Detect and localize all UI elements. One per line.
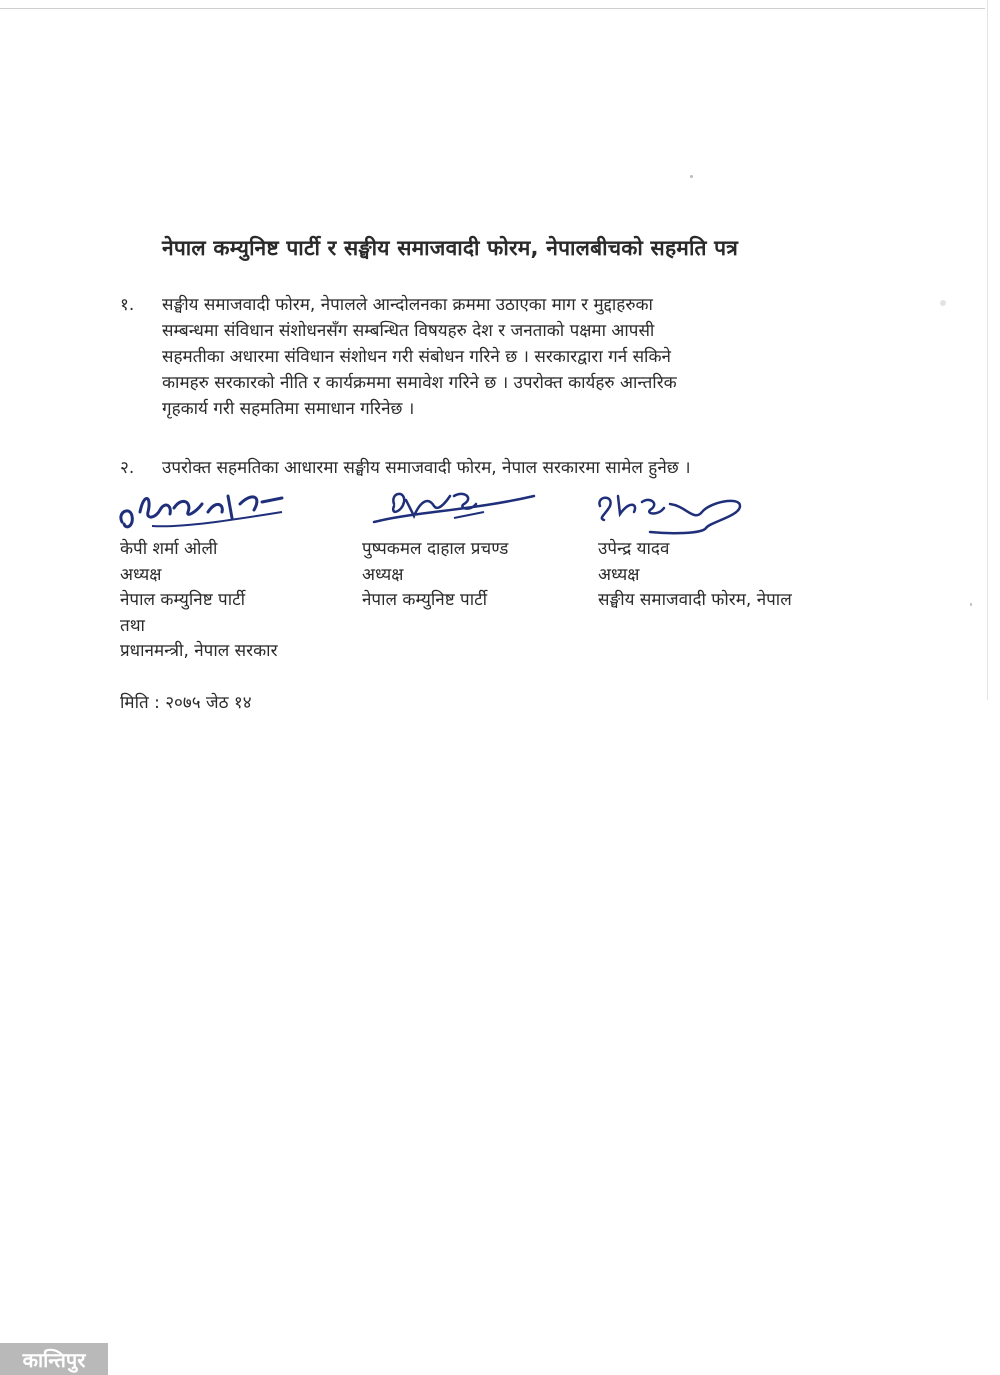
clause-number: १. [120, 295, 135, 315]
page-right-border [987, 0, 988, 700]
signatory-role: अध्यक्ष [362, 564, 404, 585]
signatory-extra: प्रधानमन्त्री, नेपाल सरकार [120, 641, 278, 661]
signatory-org: नेपाल कम्युनिष्ट पार्टी [120, 590, 246, 610]
clause-line: कामहरु सरकारको नीति र कार्यक्रममा समावेश गरिने छ । उपरोक्त कार्यहरु आन्तरिक [162, 373, 677, 393]
signatory-name: पुष्पकमल दाहाल प्रचण्ड [362, 539, 509, 559]
scan-speck [690, 175, 693, 178]
signature-3-image [590, 482, 770, 538]
signatory-role: अध्यक्ष [120, 564, 162, 585]
clause-line: उपरोक्त सहमतिका आधारमा सङ्घीय समाजवादी फोरम, नेपाल सरकारमा सामेल हुनेछ । [162, 458, 691, 478]
scan-speck [940, 300, 946, 306]
signatory-org: सङ्घीय समाजवादी फोरम, नेपाल [598, 590, 792, 610]
signatory-3 [598, 482, 792, 614]
signatory-name: उपेन्द्र यादव [598, 539, 670, 559]
clause-number: २. [120, 458, 135, 478]
clause-1 [120, 292, 870, 422]
signatory-2 [362, 482, 508, 614]
document-title: नेपाल कम्युनिष्ट पार्टी र सङ्घीय समाजवादी फोरम, नेपालबीचको सहमति पत्र [162, 236, 739, 260]
signatory-extra: तथा [120, 615, 145, 636]
signatory-org: नेपाल कम्युनिष्ट पार्टी [362, 590, 488, 610]
clause-body [162, 292, 870, 422]
clause-body [162, 455, 870, 481]
clause-line: सम्बन्धमा संविधान संशोधनसँग सम्बन्धित विषयहरु देश र जनताको पक्षमा आपसी [162, 321, 655, 341]
kantipur-watermark-logo: कान्तिपुर [0, 1343, 108, 1375]
signature-2-image [354, 482, 554, 538]
signature-1-image [112, 482, 292, 538]
clause-line: गृहकार्य गरी सहमतिमा समाधान गरिनेछ । [162, 399, 415, 419]
page-top-border [0, 8, 985, 9]
clause-2 [120, 455, 870, 481]
clause-line: सहमतीका अधारमा संविधान संशोधन गरी संबोधन गरिने छ । सरकारद्वारा गर्न सकिने [162, 347, 671, 367]
clause-line: सङ्घीय समाजवादी फोरम, नेपालले आन्दोलनका क्रममा उठाएका माग र मुद्दाहरुका [162, 295, 653, 315]
scan-speck [970, 603, 972, 606]
signatory-1 [120, 482, 278, 665]
signatory-name: केपी शर्मा ओली [120, 539, 218, 559]
document-date: मिति : २०७५ जेठ १४ [120, 693, 252, 713]
signatory-role: अध्यक्ष [598, 564, 640, 585]
